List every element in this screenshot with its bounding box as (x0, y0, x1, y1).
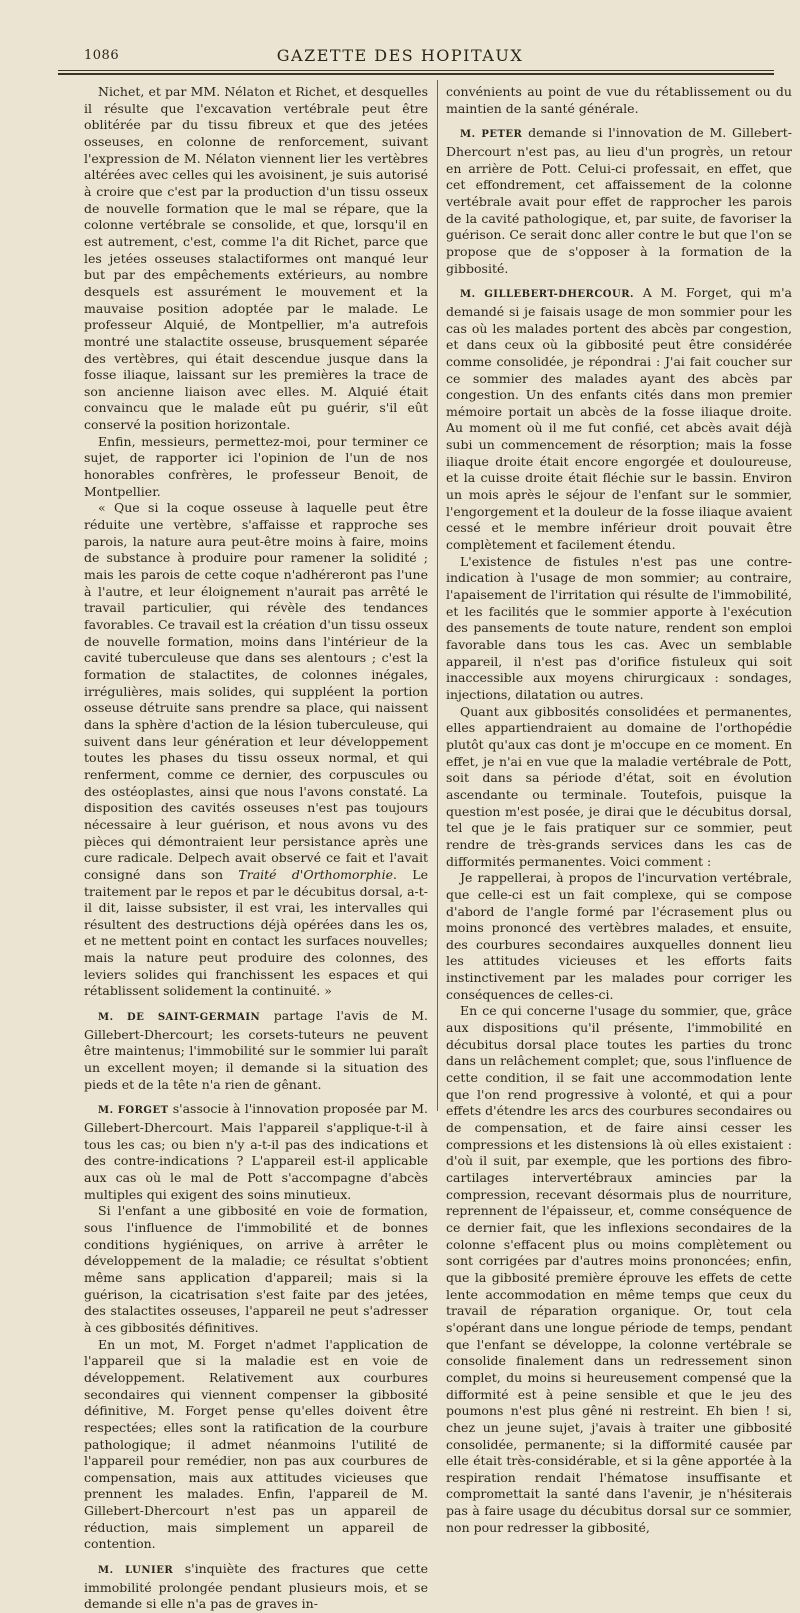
header-rule-thick (58, 73, 774, 75)
paragraph-text: « Que si la coque osseuse à laquelle peut être réduite une vertèbre, s'affaisse et rapproche ses parois, la nature aura peut-être moins à faire, moins de substance à produire pour ramener la solidité ; mais les parois de cette coque n'adhéreront pas l'une à l'autre, et leur éloignement n'aurait pas arrêté le travail particulier, qui révèle des tendances favorables. Ce travail est la création d'un tissu osseux de nouvelle formation, moins dans l'intérieur de la cavité tuberculeuse que dans ses alentours ; c'est la formation de stalactites, de colonnes inégales, irrégulières, mais solides, qui suppléent la portion osseuse détruite sans prendre sa place, qui naissent dans la sphère d'action de la lésion tuberculeuse, qui suivent dans leur génération et leur développement toutes les phases du tissu osseux normal, et qui renferment, comme ce dernier, des corpuscules ou des ostéoplastes, ainsi que nous l'avons constaté. La disposition des cavités osseuses n'est pas toujours nécessaire à leur guérison, et nous avons vu des pièces qui démontraient leur persistance après une cure radicale. Delpech avait observé ce fait et l'avait consigné dans son (84, 500, 428, 882)
paragraph-text: demande si l'innovation de M. Gillebert-Dhercourt n'est pas, au lieu d'un progrès, un retour en arrière de Pott. Celui-ci professait, en effet, que cet effondrement, cet affaissement de la colonne vertébrale avait pour effet de rapprocher les parois de la cavité pathologique, et, par suite, de favoriser la guérison. Ce serait donc aller contre le but que l'on se propose que de s'opposer à la formation de la gibbosité. (446, 125, 792, 276)
paragraph-text: A M. Forget, qui m'a demandé si je faisais usage de mon sommier pour les cas où les malades portent des abcès par congestion, et dans ceux où la gibbosité peut être considérée comme consolidée, je répondrai : J'ai fait coucher sur ce sommier des malades ayant des abcès par congestion. Un des enfants cités dans mon premier mémoire portait un abcès de la fosse iliaque droite. Au moment où il me fut confié, cet abcès avait déjà subi un commencement de résorption; mais la fosse iliaque droite était encore engorgée et douloureuse, et la cuisse droite était fléchie sur le bassin. Environ un mois après le séjour de l'enfant sur le sommier, l'engorgement et la douleur de la fosse iliaque avaient cessé et le membre inférieur droit pouvait être complètement et facilement étendu. (446, 285, 792, 553)
paragraph-text: s'inquiète des fractures que cette immobilité prolongée pendant plusieurs mois, et se demande si elle n'a pas de graves in- (84, 1561, 428, 1612)
paragraph-text: convénients au point de vue du rétablissement ou du maintien de la santé générale. (446, 84, 792, 116)
speaker-name: M. FORGET (98, 1105, 169, 1117)
paragraph-text: Enfin, messieurs, permettez-moi, pour terminer ce sujet, de rapporter ici l'opinion de l'un de nos honorables confrères, le professeur Benoit, de Montpellier. (84, 433, 428, 499)
speaker-name: M. DE SAINT-GERMAIN (98, 1012, 261, 1024)
paragraph-text: L'existence de fistules n'est pas une contre-indication à l'usage de mon sommier; au contraire, l'apaisement de l'irritation qui résulte de l'immobilité, et les facilités que le sommier apporte à l'exécution des pansements de toute nature, rendent son emploi favorable dans tous les cas. Avec un semblable appareil, il n'est pas d'orifice fistuleux qui soit inaccessible aux moyens chirurgicaux : sondages, injections, dilatation ou autres. (446, 553, 792, 702)
paragraph-text: En un mot, M. Forget n'admet l'application de l'appareil que si la maladie est en voie de développement. Relativement aux courbures secondaires qui viennent compenser la gibbosité définitive, M. Forget pense qu'elles doivent être respectées; elles sont la ratification de la courbure pathologique; il admet néanmoins l'utilité de l'appareil pour remédier, non pas aux courbures de compensation, mais aux attitudes vicieuses que prennent les malades. Enfin, l'appareil de M. Gillebert-Dhercourt n'est pas un appareil de réduction, mais simplement un appareil de contention. (84, 1336, 428, 1552)
paragraph (84, 1203, 428, 1336)
paragraph (446, 285, 792, 554)
paragraph (84, 1561, 428, 1613)
paragraph-text: partage l'avis de M. Gillebert-Dhercourt; les corsets-tuteurs ne peuvent être maintenus; l'immobilité sur le sommier lui paraît un excellent moyen; il demande si la situation des pieds et de la tête n'a rien de gênant. (84, 1008, 428, 1092)
paragraph (446, 554, 792, 704)
book-title: Traité d'Orthomorphie. (238, 866, 397, 882)
running-title: GAZETTE DES HOPITAUX (276, 46, 524, 65)
paragraph-text: En ce qui concerne l'usage du sommier, que, grâce aux dispositions qu'il présente, l'immobilité en décubitus dorsal place toutes les parties du tronc dans un relâchement complet; que, sous l'influence de cette condition, il se fait une accommodation lente que l'on rend progressive à volonté, et qui a pour effets d'étendre les arcs des courbures secondaires ou de compensation, et de faire ainsi cesser les compressions et les distensions là où elles existaient : d'où il suit, par exemple, que les portions des fibro-cartilages intervertébraux amincies par la compression, recevant désormais plus de nourriture, reprennent de l'épaisseur, et, comme conséquence de ce dernier fait, que les inflexions secondaires de la colonne s'effacent plus ou moins complètement ou sont corrigées par d'autres moins prononcées; enfin, que la gibbosité première éprouve les effets de cette lente accommodation en même temps que ceux du travail de réparation organique. Or, tout cela s'opérant dans une longue période de temps, pendant que l'enfant se développe, la colonne vertébrale se consolide finalement dans un redressement sinon complet, du moins si heureusement compensé que la difformité est à peine sensible et que le jeu des poumons n'est plus gêné ni restreint. Eh bien ! si, chez un jeune sujet, j'avais à traiter une gibbosité consolidée, permanente; si la difformité causée par elle était très-considérable, et si la gêne apportée à la respiration rendait l'hématose insuffisante et compromettait la santé dans l'avenir, je n'hésiterais pas à faire usage du décubitus dorsal sur ce sommier, non pour redresser la gibbosité, (446, 1003, 792, 1535)
paragraph (446, 84, 792, 117)
paragraph-text: Si l'enfant a une gibbosité en voie de formation, sous l'influence de l'immobilité et de bonnes conditions hygiéniques, on arrive à arrêter le développement de la maladie; ce résultat s'obtient même sans application d'appareil; mais si la guérison, la cicatrisation s'est faite par des jetées, des stalactites osseuses, l'appareil ne peut s'adresser à ces gibbosités définitives. (84, 1203, 428, 1335)
paragraph-text: Le traitement par le repos et par le décubitus dorsal, a-t-il dit, laisse subsister, il est vrai, les intervalles qui résultent des destructions déjà opérées dans les os, et ne mettent point en contact les surfaces nouvelles; mais la nature peut produire des colonnes, des leviers solides qui franchissent les espaces et qui rétablissent solidement la continuité. » (84, 866, 428, 999)
right-column (446, 84, 792, 1536)
speaker-name: M. LUNIER (98, 1565, 174, 1577)
speaker-name: M. GILLEBERT-DHERCOUR. (460, 289, 635, 301)
left-column (84, 84, 428, 1613)
page-number: 1086 (84, 48, 120, 63)
paragraph-text: s'associe à l'innovation proposée par M. Gillebert-Dhercourt. Mais l'appareil s'applique-t-il à tous les cas; ou bien n'y a-t-il pas des indications et des contre-indications ? L'appareil est-il applicable aux cas où le mal de Pott s'accompagne d'abcès multiples qui exigent des soins minutieux. (84, 1101, 428, 1202)
paragraph-text: Quant aux gibbosités consolidées et permanentes, elles appartiendraient au domaine de l'orthopédie plutôt qu'aux cas dont je m'occupe en ce moment. En effet, je n'ai en vue que la maladie vertébrale de Pott, soit dans sa période d'état, soit en évolution ascendante ou terminale. Toutefois, puisque la question m'est posée, je dirai que le décubitus dorsal, tel que je le fais pratiquer sur ce sommier, peut rendre de très-grands services dans les cas de difformités permanentes. Voici comment : (446, 703, 792, 869)
paragraph (84, 434, 428, 501)
paragraph (84, 500, 428, 1000)
speaker-name: M. PETER (460, 129, 523, 141)
paragraph (84, 84, 428, 434)
paragraph-text: Nichet, et par MM. Nélaton et Richet, et desquelles il résulte que l'excavation vertébrale peut être oblitérée par du tissu fibreux et que des jetées osseuses, en colonne de renforcement, suivant l'expression de M. Nélaton viennent lier les vertèbres altérées avec celles qui les avoisinent, je suis autorisé à croire que c'est par la production d'un tissu osseux de nouvelle formation que le mal se répare, que la colonne vertébrale se consolide, et que, lorsqu'il en est autrement, c'est, comme l'a dit Richet, parce que les jetées osseuses stalactiformes ont manqué leur but par des empêchements extérieurs, au nombre desquels est assurément le mouvement et la mauvaise position adoptée par le malade. Le professeur Alquié, de Montpellier, m'a autrefois montré une stalactite osseuse, brusquement séparée des vertèbres, qui était descendue jusque dans la fosse iliaque, laissant sur les premières la trace de son ancienne liaison avec elles. M. Alquié était convaincu que le malade eût pu guérir, s'il eût conservé la position horizontale. (84, 84, 428, 433)
paragraph (446, 870, 792, 1003)
paragraph (84, 1337, 428, 1554)
paragraph (446, 1003, 792, 1536)
header-rule (58, 70, 774, 71)
paragraph (446, 704, 792, 871)
paragraph-text: Je rappellerai, à propos de l'incurvation vertébrale, que celle-ci est un fait complexe, qui se compose d'abord de l'angle formé par l'écrasement plus ou moins prononcé des vertèbres malades, et ensuite, des courbures secondaires auxquelles donnent lieu les attitudes vicieuses et les efforts faits instinctivement par les malades pour corriger les conséquences de celles-ci. (446, 870, 792, 1002)
column-divider (437, 80, 438, 1111)
paragraph (84, 1008, 428, 1093)
paragraph (446, 125, 792, 277)
paragraph (84, 1101, 428, 1203)
